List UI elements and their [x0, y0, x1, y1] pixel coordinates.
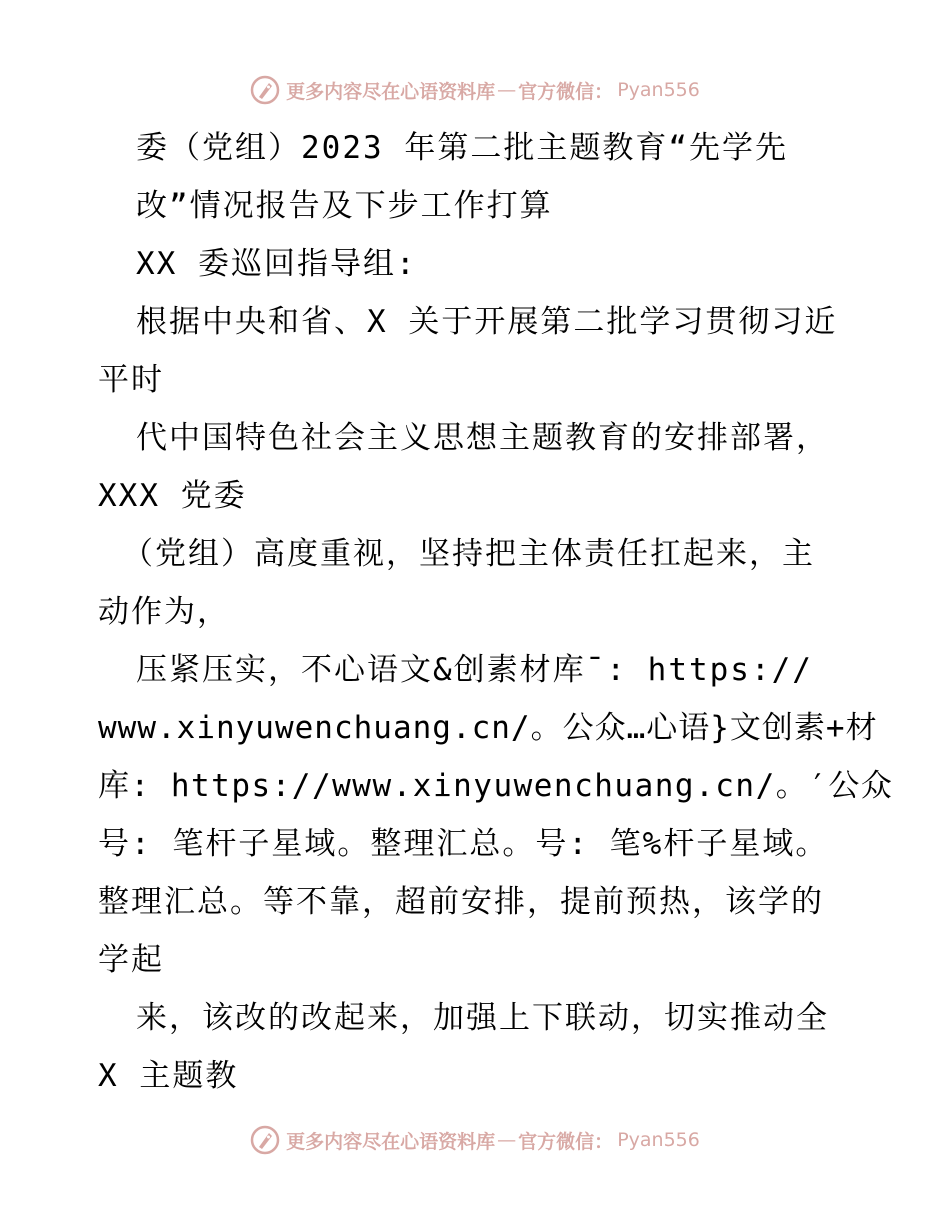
salutation: XX 委巡回指导组:: [136, 246, 417, 282]
body-line: （党组）高度重视，坚持把主体责任扛起来，主: [122, 536, 815, 572]
fountain-pen-nib-icon: [250, 1125, 280, 1155]
document-title-line-1: 委（党组）2023 年第二批主题教育“先学先: [136, 130, 788, 166]
watermark-brand-text: 更多内容尽在心语资料库: [286, 80, 496, 103]
body-line: www.xinyuwenchuang.cn/。公众…心语}文创素+材: [98, 710, 878, 746]
body-line: 平时: [98, 362, 164, 398]
watermark-official-label: 官方微信：: [518, 80, 614, 103]
body-line: X 主题教: [98, 1058, 239, 1094]
watermark-brand-text: 更多内容尽在心语资料库: [286, 1130, 496, 1153]
watermark-dash: —: [497, 1129, 517, 1151]
watermark-dash: —: [497, 79, 517, 101]
fountain-pen-nib-icon: [250, 75, 280, 105]
body-line: 压紧压实，不心语文&创素材库¯: https://: [136, 652, 813, 688]
footer-watermark: [0, 1120, 950, 1160]
body-line: 动作为，: [98, 594, 230, 630]
watermark-official-label: 官方微信：: [518, 1130, 614, 1153]
body-line: XXX 党委: [98, 478, 247, 514]
body-line: 根据中央和省、X 关于开展第二批学习贯彻习近: [136, 304, 838, 340]
document-title-line-2: 改”情况报告及下步工作打算: [136, 188, 553, 224]
watermark-wechat-id: Pyan556: [617, 79, 700, 101]
watermark-wechat-id: Pyan556: [617, 1129, 700, 1151]
body-line: 库: https://www.xinyuwenchuang.cn/。′公众: [98, 768, 894, 804]
body-line: 代中国特色社会主义思想主题教育的安排部署，: [136, 420, 829, 456]
body-line: 学起: [98, 942, 164, 978]
body-line: 整理汇总。等不靠，超前安排，提前预热，该学的: [98, 884, 824, 920]
body-line: 号: 笔杆子星域。整理汇总。号: 笔%杆子星域。: [98, 826, 829, 862]
header-watermark: [0, 70, 950, 110]
body-line: 来，该改的改起来，加强上下联动，切实推动全: [136, 1000, 829, 1036]
